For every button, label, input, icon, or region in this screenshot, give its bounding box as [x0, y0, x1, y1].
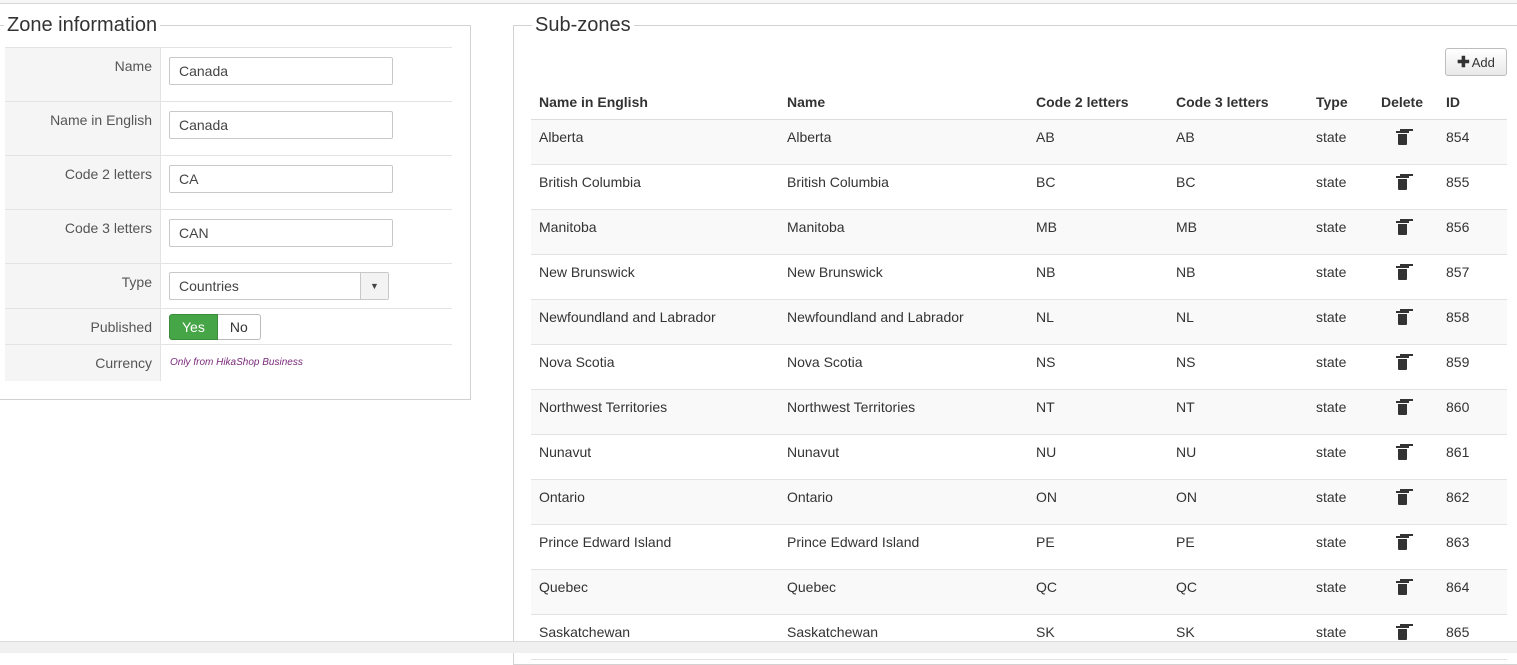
trash-icon[interactable] [1397, 446, 1408, 460]
top-border [0, 0, 1517, 4]
name-label: Name [5, 48, 161, 102]
column-header-type[interactable]: Type [1308, 86, 1366, 119]
column-header-id[interactable]: ID [1438, 86, 1507, 119]
cell-delete [1366, 299, 1438, 344]
cell-name[interactable]: Saskatchewan [779, 614, 1028, 659]
table-row[interactable] [531, 479, 1507, 524]
cell-code2: NT [1028, 389, 1168, 434]
cell-code3: BC [1168, 164, 1308, 209]
cell-code3: NS [1168, 344, 1308, 389]
table-row[interactable] [531, 119, 1507, 164]
cell-name-english[interactable]: Prince Edward Island [531, 524, 779, 569]
status-bar [0, 641, 1517, 653]
trash-icon[interactable] [1397, 356, 1408, 370]
subzones-legend: Sub-zones [532, 13, 634, 37]
cell-code3: PE [1168, 524, 1308, 569]
table-row[interactable] [531, 344, 1507, 389]
code3-row [5, 209, 452, 264]
code2-label: Code 2 letters [5, 156, 161, 210]
subzones-table [531, 86, 1507, 660]
trash-icon[interactable] [1397, 401, 1408, 415]
cell-code2: BC [1028, 164, 1168, 209]
table-row[interactable] [531, 389, 1507, 434]
cell-type: state [1308, 299, 1366, 344]
cell-code2: NL [1028, 299, 1168, 344]
cell-type: state [1308, 254, 1366, 299]
cell-code3: SK [1168, 614, 1308, 659]
cell-delete [1366, 434, 1438, 479]
currency-note: Only from HikaShop Business [170, 357, 303, 368]
table-header-row [531, 86, 1507, 119]
table-row[interactable] [531, 434, 1507, 479]
cell-name[interactable]: Alberta [779, 119, 1028, 164]
cell-id: 862 [1438, 479, 1507, 524]
cell-code2: NB [1028, 254, 1168, 299]
trash-icon[interactable] [1397, 626, 1408, 640]
cell-code3: QC [1168, 569, 1308, 614]
caret-down-icon[interactable]: ▼ [360, 273, 388, 299]
cell-id: 855 [1438, 164, 1507, 209]
currency-label: Currency [5, 345, 161, 381]
cell-name-english[interactable]: Alberta [531, 119, 779, 164]
table-row[interactable] [531, 524, 1507, 569]
cell-name[interactable]: British Columbia [779, 164, 1028, 209]
column-header-name[interactable]: Name [779, 86, 1028, 119]
cell-type: state [1308, 434, 1366, 479]
trash-icon[interactable] [1397, 266, 1408, 280]
cell-id: 860 [1438, 389, 1507, 434]
name-english-input[interactable]: Canada [169, 111, 393, 139]
cell-type: state [1308, 389, 1366, 434]
published-toggle [169, 314, 261, 340]
cell-name-english[interactable]: Manitoba [531, 209, 779, 254]
cell-type: state [1308, 344, 1366, 389]
published-row [5, 308, 452, 345]
table-row[interactable] [531, 209, 1507, 254]
cell-code2: MB [1028, 209, 1168, 254]
cell-name-english[interactable]: Nunavut [531, 434, 779, 479]
cell-name[interactable]: Nunavut [779, 434, 1028, 479]
trash-icon[interactable] [1397, 131, 1408, 145]
cell-delete [1366, 119, 1438, 164]
cell-name-english[interactable]: Ontario [531, 479, 779, 524]
trash-icon[interactable] [1397, 221, 1408, 235]
type-select-value: Countries [179, 278, 239, 294]
column-header-code3[interactable]: Code 3 letters [1168, 86, 1308, 119]
trash-icon[interactable] [1397, 536, 1408, 550]
cell-code2: PE [1028, 524, 1168, 569]
cell-id: 863 [1438, 524, 1507, 569]
cell-name-english[interactable]: Northwest Territories [531, 389, 779, 434]
cell-code2: SK [1028, 614, 1168, 659]
name-row [5, 47, 452, 102]
cell-id: 861 [1438, 434, 1507, 479]
table-row[interactable] [531, 254, 1507, 299]
cell-code2: QC [1028, 569, 1168, 614]
cell-name-english[interactable]: British Columbia [531, 164, 779, 209]
cell-name[interactable]: New Brunswick [779, 254, 1028, 299]
cell-delete [1366, 344, 1438, 389]
cell-delete [1366, 569, 1438, 614]
plus-icon: ✚ [1457, 53, 1470, 71]
table-row[interactable] [531, 569, 1507, 614]
cell-code3: AB [1168, 119, 1308, 164]
cell-code3: NL [1168, 299, 1308, 344]
cell-code2: AB [1028, 119, 1168, 164]
cell-type: state [1308, 524, 1366, 569]
trash-icon[interactable] [1397, 581, 1408, 595]
table-row[interactable] [531, 164, 1507, 209]
cell-delete [1366, 479, 1438, 524]
cell-code3: NB [1168, 254, 1308, 299]
cell-name-english[interactable]: Newfoundland and Labrador [531, 299, 779, 344]
cell-type: state [1308, 209, 1366, 254]
cell-type: state [1308, 569, 1366, 614]
cell-delete [1366, 524, 1438, 569]
cell-code2: NU [1028, 434, 1168, 479]
cell-delete [1366, 254, 1438, 299]
cell-name[interactable]: Manitoba [779, 209, 1028, 254]
cell-id: 858 [1438, 299, 1507, 344]
zone-information-legend: Zone information [4, 13, 160, 37]
cell-delete [1366, 164, 1438, 209]
code2-row [5, 155, 452, 210]
code2-input[interactable]: CA [169, 165, 393, 193]
cell-code3: MB [1168, 209, 1308, 254]
trash-icon[interactable] [1397, 491, 1408, 505]
cell-id: 864 [1438, 569, 1507, 614]
cell-code3: ON [1168, 479, 1308, 524]
code3-input[interactable]: CAN [169, 219, 393, 247]
column-header-delete: Delete [1366, 86, 1438, 119]
cell-delete [1366, 209, 1438, 254]
cell-name[interactable]: Ontario [779, 479, 1028, 524]
column-header-name-english[interactable]: Name in English [531, 86, 779, 119]
cell-type: state [1308, 119, 1366, 164]
cell-id: 859 [1438, 344, 1507, 389]
cell-name-english[interactable]: New Brunswick [531, 254, 779, 299]
name-english-label: Name in English [5, 102, 161, 156]
cell-id: 854 [1438, 119, 1507, 164]
cell-name-english[interactable]: Nova Scotia [531, 344, 779, 389]
published-yes-button[interactable]: Yes [169, 314, 218, 340]
cell-delete [1366, 389, 1438, 434]
cell-type: state [1308, 164, 1366, 209]
trash-icon[interactable] [1397, 311, 1408, 325]
cell-code2: ON [1028, 479, 1168, 524]
currency-row [5, 344, 452, 381]
published-label: Published [5, 309, 161, 345]
table-row[interactable] [531, 299, 1507, 344]
published-no-button[interactable]: No [218, 314, 261, 340]
cell-id: 865 [1438, 614, 1507, 659]
column-header-code2[interactable]: Code 2 letters [1028, 86, 1168, 119]
add-label: Add [1471, 54, 1495, 70]
cell-name-english[interactable]: Saskatchewan [531, 614, 779, 659]
cell-name[interactable]: Newfoundland and Labrador [779, 299, 1028, 344]
cell-type: state [1308, 479, 1366, 524]
cell-code3: NU [1168, 434, 1308, 479]
type-label: Type [5, 264, 161, 309]
cell-name[interactable]: Northwest Territories [779, 389, 1028, 434]
cell-code3: NT [1168, 389, 1308, 434]
cell-code2: NS [1028, 344, 1168, 389]
trash-icon[interactable] [1397, 176, 1408, 190]
cell-type: state [1308, 614, 1366, 659]
cell-name[interactable]: Quebec [779, 569, 1028, 614]
code3-label: Code 3 letters [5, 210, 161, 264]
cell-name[interactable]: Nova Scotia [779, 344, 1028, 389]
add-subzone-button[interactable] [1445, 48, 1507, 76]
type-row [5, 263, 452, 309]
cell-name[interactable]: Prince Edward Island [779, 524, 1028, 569]
name-english-row [5, 101, 452, 156]
cell-id: 857 [1438, 254, 1507, 299]
name-input[interactable]: Canada [169, 57, 393, 85]
cell-name-english[interactable]: Quebec [531, 569, 779, 614]
cell-id: 856 [1438, 209, 1507, 254]
type-select[interactable] [169, 272, 389, 300]
